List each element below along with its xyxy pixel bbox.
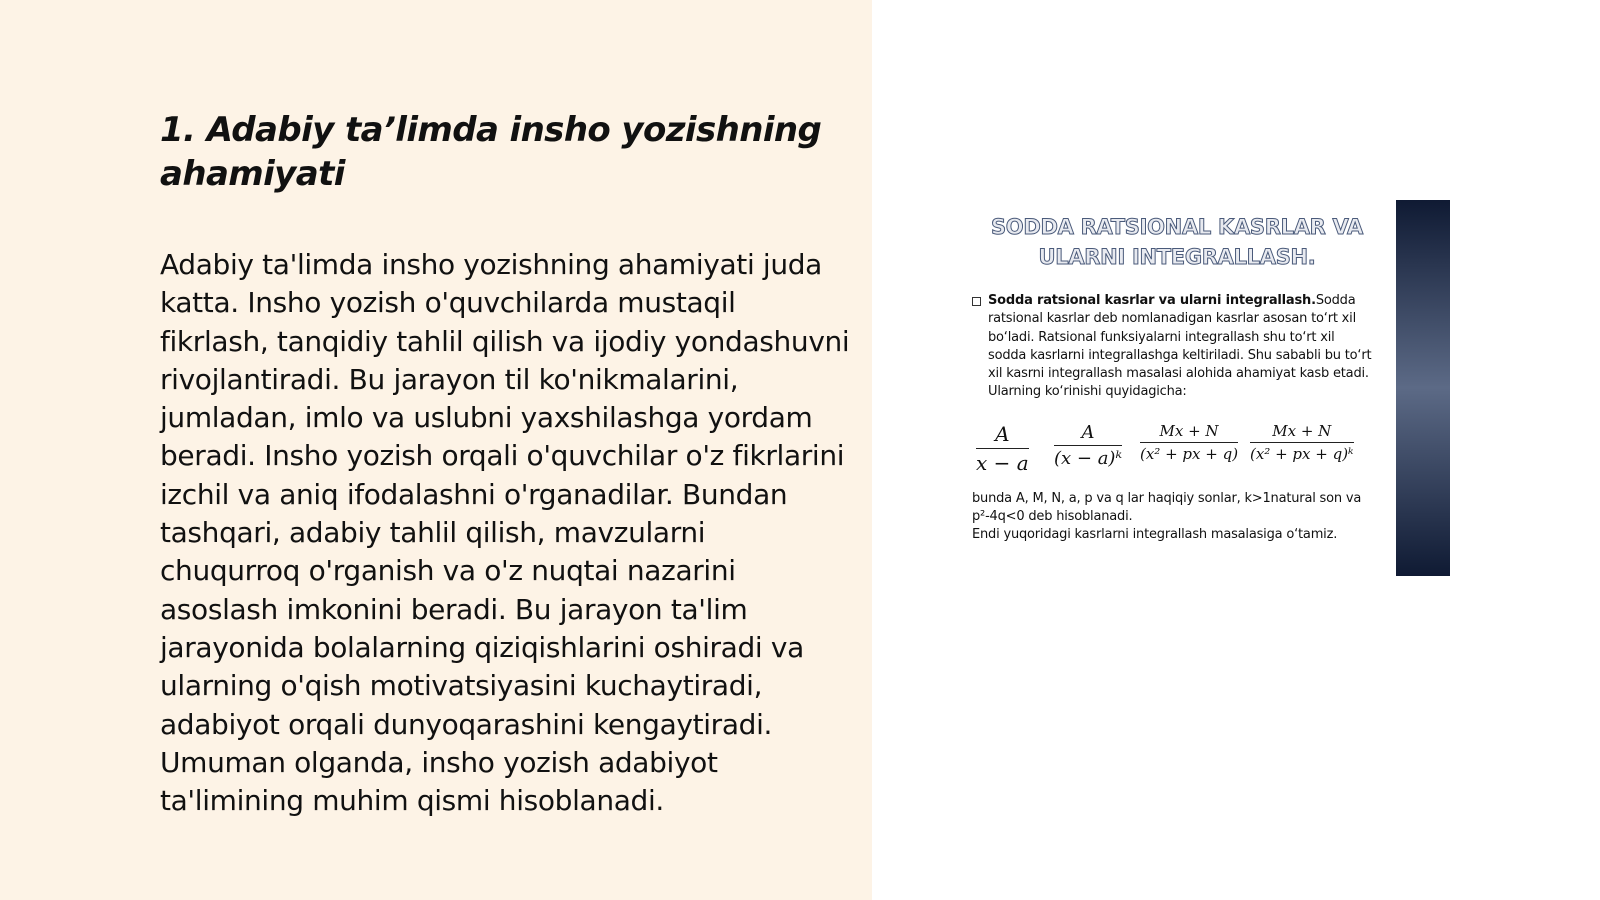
fraction-numerator: Mx + N (1250, 422, 1354, 443)
embedded-paragraph-text: Sodda ratsional kasrlar deb nomlanadigan kasrlar asosan to‘rt xil bo‘ladi. Ratsional funksiyalarni integrallash shu to‘rt xil sodda kasrlarni integrallashga keltiriladi. Shu sababli bu to‘rt xil kasrni integrallash masalasi alohida ahamiyat kasb etadi. Ularning ko‘rinishi quyidagicha: (988, 293, 1372, 400)
slide-body-text: Adabiy ta'limda insho yozishning ahamiyati juda katta. Insho yozish o'quvchilarda mustaqil fikrlash, tanqidiy tahlil qilish va ijodiy yondashuvni rivojlantiradi. Bu jarayon til ko'nikmalarini, jumladan, imlo va uslubni yaxshilashga yordam beradi. Insho yozish orqali o'quvchilar o'z fikrlarini izchil va aniq ifodalashni o'rganadilar. Bundan tashqari, adabiy tahlil qilish, mavzularni chuqurroq o'rganish va o'z nuqtai nazarini asoslash imkonini beradi. Bu jarayon ta'lim jarayonida bolalarning qiziqishlarini oshiradi va ularning o'qish motivatsiyasini kuchaytiradi, adabiyot orqali dunyoqarashini kengaytiradi. Umuman olganda, insho yozish adabiyot ta'limining muhim qismi hisoblanadi. (160, 248, 850, 818)
fraction-3 (1140, 422, 1238, 463)
embedded-note-next: Endi yuqoridagi kasrlarni integrallash masalasiga o‘tamiz. (972, 527, 1338, 542)
fraction-numerator: A (1054, 422, 1122, 446)
embedded-note-conditions: bunda A, M, N, a, p va q lar haqiqiy sonlar, k>1natural son va p²-4q<0 deb hisoblanadi. (972, 491, 1362, 524)
fraction-numerator: Mx + N (1140, 422, 1238, 443)
embedded-title (972, 212, 1382, 272)
embedded-title-line-2: ULARNI INTEGRALLASH. (1038, 245, 1316, 269)
fraction-denominator: (x² + px + q) (1140, 445, 1239, 463)
embedded-paragraph-lead: Sodda ratsional kasrlar va ularni integrallash. (988, 293, 1316, 308)
decorative-gradient-bar (1396, 200, 1450, 576)
fraction-denominator: x − a (976, 451, 1029, 475)
embedded-slide-image (972, 200, 1452, 580)
fraction-4 (1250, 422, 1354, 463)
fraction-denominator: (x − a)ᵏ (1054, 448, 1123, 469)
embedded-paragraph (972, 292, 1372, 402)
embedded-notes (972, 490, 1382, 544)
bullet-square-icon (972, 297, 981, 306)
slide-title: 1. Adabiy ta’limda insho yozishning ahamiyati (160, 110, 822, 194)
fraction-1 (976, 422, 1029, 475)
fraction-formulas (976, 422, 1356, 482)
fraction-2 (1054, 422, 1122, 469)
fraction-denominator: (x² + px + q)ᵏ (1250, 445, 1354, 463)
fraction-numerator: A (976, 422, 1029, 449)
embedded-title-line-1: SODDA RATSIONAL KASRLAR VA (990, 215, 1364, 239)
